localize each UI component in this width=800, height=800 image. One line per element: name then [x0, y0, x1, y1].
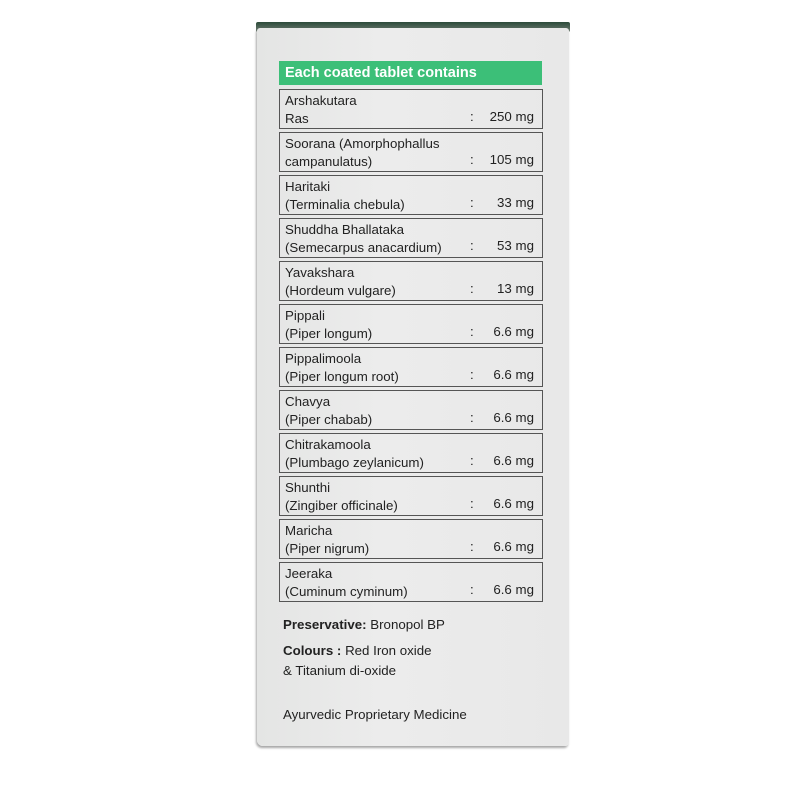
- ingredient-row: [279, 519, 543, 559]
- footer-text: Ayurvedic Proprietary Medicine: [283, 707, 467, 722]
- ingredient-row: [279, 390, 543, 430]
- ingredient-name: Jeeraka: [285, 566, 333, 581]
- ingredient-name: Maricha: [285, 523, 333, 538]
- colours-line-2: & Titanium di-oxide: [283, 663, 397, 678]
- medicine-box-panel: [257, 28, 569, 746]
- ingredient-botanical-name: (Piper longum root): [285, 369, 399, 384]
- ingredient-botanical-name: (Zingiber officinale): [285, 498, 398, 513]
- ingredient-name: Yavakshara: [285, 265, 355, 280]
- ingredient-botanical-name: Ras: [285, 111, 309, 126]
- composition-header: Each coated tablet contains: [279, 61, 542, 85]
- colon-separator: :: [470, 582, 474, 597]
- ingredient-botanical-name: (Semecarpus anacardium): [285, 240, 442, 255]
- preservative-line: [283, 617, 445, 632]
- colours-label: Colours :: [283, 643, 342, 658]
- ingredient-botanical-name: (Plumbago zeylanicum): [285, 455, 424, 470]
- ingredient-row: [279, 175, 543, 215]
- ingredient-name: Shuddha Bhallataka: [285, 222, 405, 237]
- ingredient-botanical-name: campanulatus): [285, 154, 373, 169]
- ingredient-quantity: 33 mg: [497, 195, 534, 210]
- ingredient-botanical-name: (Piper nigrum): [285, 541, 370, 556]
- ingredient-name: Chavya: [285, 394, 331, 409]
- preservative-value: Bronopol BP: [370, 617, 445, 632]
- ingredient-quantity: 6.6 mg: [493, 582, 534, 597]
- ingredient-row: [279, 562, 543, 602]
- ingredients-table: [279, 89, 543, 605]
- colon-separator: :: [470, 453, 474, 468]
- ingredient-quantity: 6.6 mg: [493, 453, 534, 468]
- ingredient-row: [279, 261, 543, 301]
- ingredient-botanical-name: (Hordeum vulgare): [285, 283, 396, 298]
- ingredient-row: [279, 218, 543, 258]
- ingredient-row: [279, 476, 543, 516]
- ingredient-name: Soorana (Amorphophallus: [285, 136, 440, 151]
- preservative-label: Preservative:: [283, 617, 367, 632]
- colours-line: [283, 643, 432, 658]
- ingredient-row: [279, 304, 543, 344]
- colon-separator: :: [470, 539, 474, 554]
- ingredient-name: Chitrakamoola: [285, 437, 371, 452]
- colon-separator: :: [470, 195, 474, 210]
- ingredient-quantity: 6.6 mg: [493, 539, 534, 554]
- ingredient-quantity: 105 mg: [489, 152, 534, 167]
- ingredient-quantity: 6.6 mg: [493, 324, 534, 339]
- ingredient-quantity: 53 mg: [497, 238, 534, 253]
- colon-separator: :: [470, 496, 474, 511]
- colon-separator: :: [470, 367, 474, 382]
- colon-separator: :: [470, 324, 474, 339]
- ingredient-name: Pippali: [285, 308, 325, 323]
- ingredient-botanical-name: (Piper chabab): [285, 412, 373, 427]
- colon-separator: :: [470, 410, 474, 425]
- ingredient-name: Shunthi: [285, 480, 331, 495]
- ingredient-row: [279, 132, 543, 172]
- ingredient-row: [279, 89, 543, 129]
- colon-separator: :: [470, 238, 474, 253]
- ingredient-botanical-name: (Cuminum cyminum): [285, 584, 408, 599]
- ingredient-quantity: 13 mg: [497, 281, 534, 296]
- ingredient-quantity: 6.6 mg: [493, 367, 534, 382]
- colon-separator: :: [470, 152, 474, 167]
- ingredient-row: [279, 433, 543, 473]
- ingredient-name: Haritaki: [285, 179, 331, 194]
- ingredient-quantity: 250 mg: [489, 109, 534, 124]
- ingredient-quantity: 6.6 mg: [493, 410, 534, 425]
- colours-value: Red Iron oxide: [345, 643, 432, 658]
- ingredient-row: [279, 347, 543, 387]
- ingredient-botanical-name: (Terminalia chebula): [285, 197, 405, 212]
- ingredient-name: Arshakutara: [285, 93, 357, 108]
- ingredient-quantity: 6.6 mg: [493, 496, 534, 511]
- colon-separator: :: [470, 281, 474, 296]
- colon-separator: :: [470, 109, 474, 124]
- ingredient-botanical-name: (Piper longum): [285, 326, 373, 341]
- ingredient-name: Pippalimoola: [285, 351, 362, 366]
